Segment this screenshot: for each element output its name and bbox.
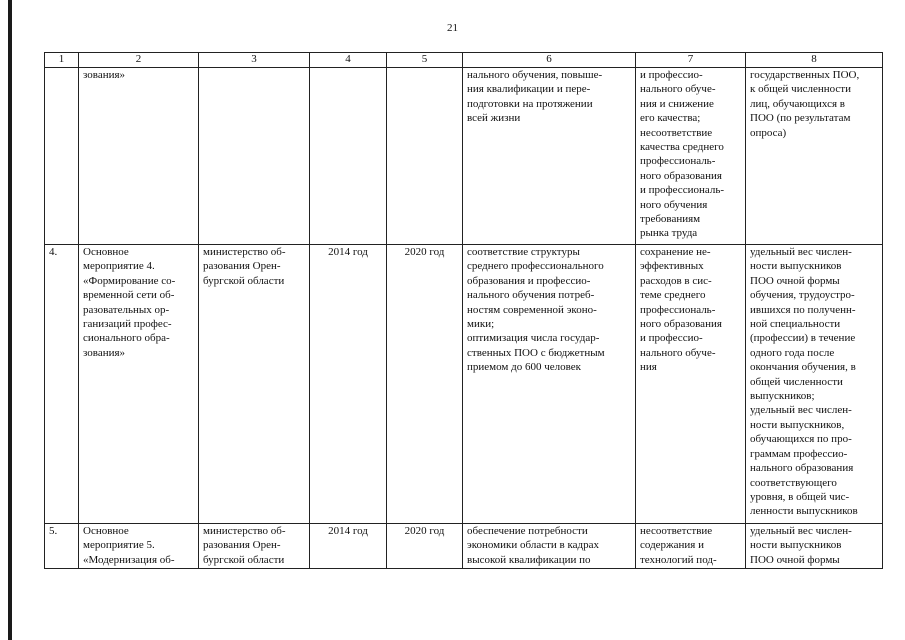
header-row [45,53,883,68]
column-header: 6 [463,53,636,68]
column-header: 7 [636,53,746,68]
column-header: 2 [79,53,199,68]
scan-edge-bar [8,0,12,640]
consequences-cell: и профессио- нального обуче- ния и снижение его качества; несоответствие качества среднего профессиональ- ного образования и профессиональ- ного обучения требованиям рынка труда [636,68,746,245]
measure-name-cell: Основное мероприятие 4. «Формирование со- временной сети об- разовательных ор- ганизаций профес- сионального обра- зования» [79,245,199,524]
executor-cell [199,68,310,245]
indicator-link-cell: удельный вес числен- ности выпускников ПОО очной формы [746,524,883,569]
row-number-cell [45,68,79,245]
consequences-cell: несоответствие содержания и технологий под- [636,524,746,569]
end-year-cell: 2020 год [387,524,463,569]
indicator-link-cell: удельный вес числен- ности выпускников ПОО очной формы обучения, трудоустро- ившихся по полученн- ной специальности (профессии) в течение одного года после окончания обучения, в общей численности выпускников; удельный вес числен- ности выпускников, обучающихся по про- граммам профессио- нального образования соответствующего уровня, в общей чис- ленности выпускников [746,245,883,524]
measures-table [44,52,883,569]
row-number-cell: 4. [45,245,79,524]
measure-name-cell: Основное мероприятие 5. «Модернизация об- [79,524,199,569]
end-year-cell [387,68,463,245]
table-row [45,524,883,569]
end-year-cell: 2020 год [387,245,463,524]
indicator-link-cell: государственных ПОО, к общей численности лиц, обучающихся в ПОО (по результатам опроса) [746,68,883,245]
table-row [45,68,883,245]
start-year-cell: 2014 год [310,245,387,524]
column-header: 5 [387,53,463,68]
start-year-cell: 2014 год [310,524,387,569]
expected-result-cell: нального обучения, повыше- ния квалификации и пере- подготовки на протяжении всей жизни [463,68,636,245]
page-number: 21 [447,22,458,34]
column-header: 3 [199,53,310,68]
executor-cell: министерство об- разования Орен- бургской области [199,524,310,569]
start-year-cell [310,68,387,245]
table-row [45,245,883,524]
column-header: 4 [310,53,387,68]
expected-result-cell: обеспечение потребности экономики области в кадрах высокой квалификации по [463,524,636,569]
measure-name-cell: зования» [79,68,199,245]
consequences-cell: сохранение не- эффективных расходов в сис- теме среднего профессиональ- ного образования и профессио- нального обуче- ния [636,245,746,524]
executor-cell: министерство об- разования Орен- бургской области [199,245,310,524]
row-number-cell: 5. [45,524,79,569]
column-header: 8 [746,53,883,68]
expected-result-cell: соответствие структуры среднего профессионального образования и профессио- нального обучения потреб- ностям современной эконо- мики; оптимизация числа государ- ственных ПОО с бюджетным приемом до 600 человек [463,245,636,524]
column-header: 1 [45,53,79,68]
